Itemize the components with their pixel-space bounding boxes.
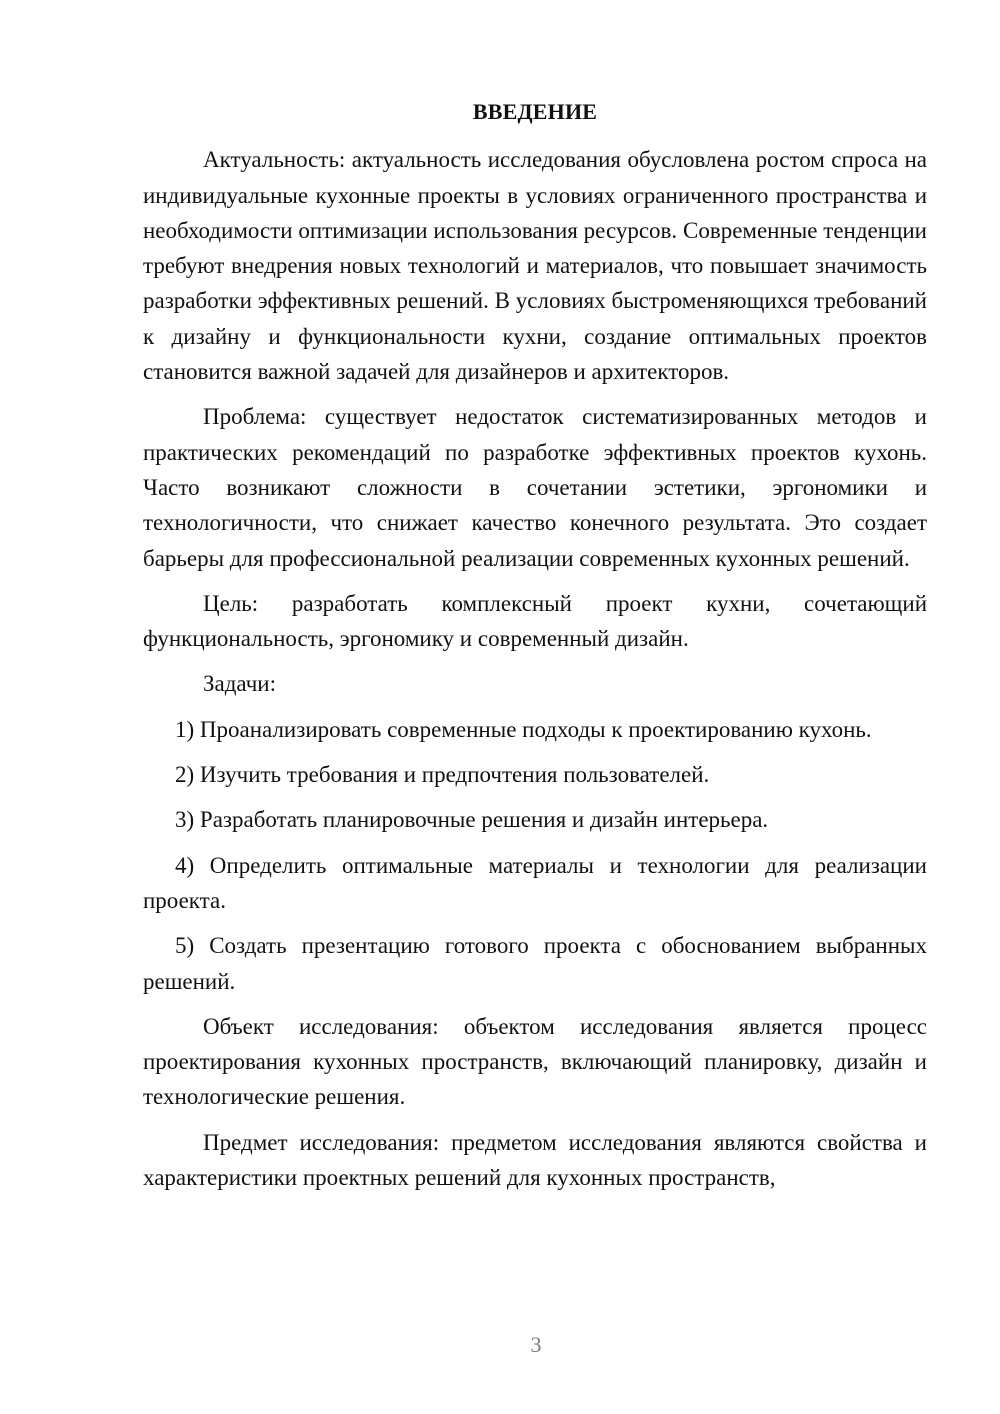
task-item-4: 4) Определить оптимальные материалы и технологии для реализации проекта. xyxy=(143,852,927,913)
tasks-heading: Задачи: xyxy=(203,671,276,697)
task-item-5: 5) Создать презентацию готового проекта с обоснованием выбранных решений. xyxy=(143,933,927,994)
paragraph-object: Объект исследования: объектом исследования является процесс проектирования кухонных пространств, включающий планировку, дизайн и технологические решения. xyxy=(143,1013,927,1110)
paragraph-goal: Цель: разработать комплексный проект кухни, сочетающий функциональность, эргономику и современный дизайн. xyxy=(143,590,927,652)
section-heading: ВВЕДЕНИЕ xyxy=(472,99,598,124)
task-item-2: 2) Изучить требования и предпочтения пользователей. xyxy=(175,762,710,788)
task-item-1: 1) Проанализировать современные подходы к проектированию кухонь. xyxy=(175,716,872,742)
paragraph-problem: Проблема: существует недостаток систематизированных методов и практических рекомендаций по разработке эффективных проектов кухонь. Часто возникают сложности в сочетании эстетики, эргономики и технологичности, что снижает качество конечного результата. Это создает барьеры для профессиональной реализации современных кухонных решений. xyxy=(143,404,927,571)
paragraph-subject: Предмет исследования: предметом исследования являются свойства и характеристики проектных решений для кухонных пространств, xyxy=(143,1129,927,1191)
page-content xyxy=(143,94,927,1205)
page-number: 3 xyxy=(530,1332,542,1357)
task-item-3: 3) Разработать планировочные решения и дизайн интерьера. xyxy=(175,807,769,833)
paragraph-relevance: Актуальность: актуальность исследования обусловлена ростом спроса на индивидуальные кухонные проекты в условиях ограниченного пространства и необходимости оптимизации использования ресурсов. Современные тенденции требуют внедрения новых технологий и материалов, что повышает значимость разработки эффективных решений. В условиях быстроменяющихся требований к дизайну и функциональности кухни, создание оптимальных проектов становится важной задачей для дизайнеров и архитекторов. xyxy=(143,147,927,385)
